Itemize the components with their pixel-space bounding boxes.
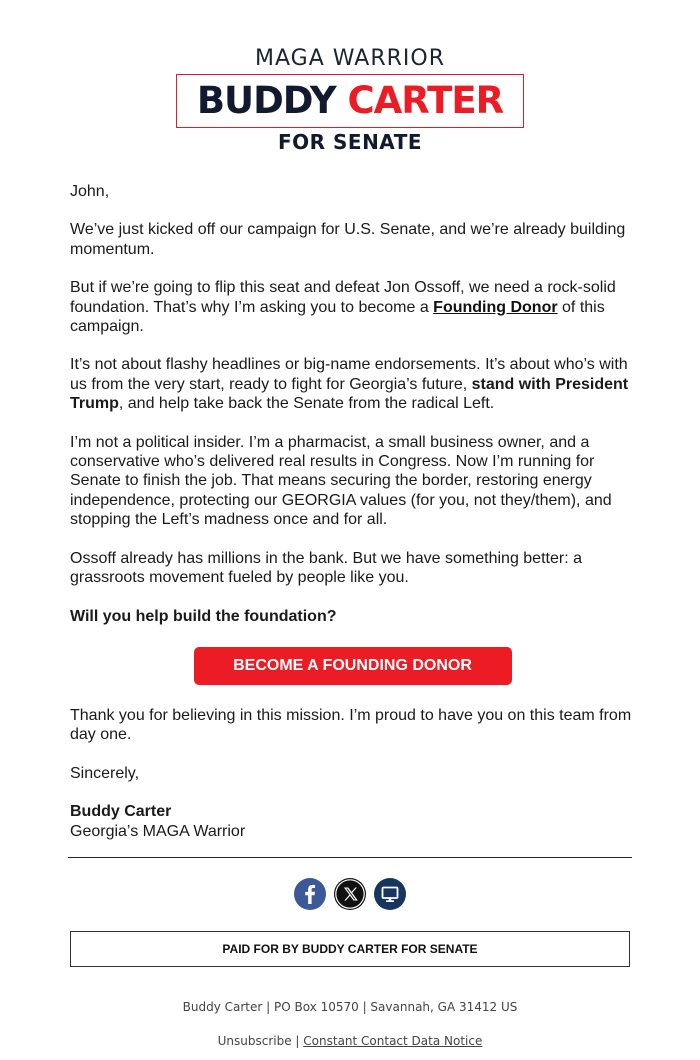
question: Will you help build the foundation? xyxy=(70,607,337,625)
x-icon[interactable] xyxy=(334,878,366,910)
signature-name: Buddy Carter xyxy=(70,803,172,821)
closing: Sincerely, xyxy=(70,764,140,782)
signature-title: Georgia’s MAGA Warrior xyxy=(70,822,246,840)
divider xyxy=(68,857,632,858)
paragraph-2-text-a: But if we’re going to flip this seat and defeat Jon Ossoff, we need a rock-solid foundation. That’s why I’m asking you to become a xyxy=(70,279,616,316)
cta-container xyxy=(70,647,635,685)
paragraph-3 xyxy=(70,355,635,413)
email-content xyxy=(70,182,635,841)
website-icon[interactable] xyxy=(374,878,406,910)
paragraph-3-bold: stand with President Trump xyxy=(70,375,629,413)
footer-address: Buddy Carter | PO Box 10570 | Savannah, GA 31412 US xyxy=(182,1000,518,1014)
footer-separator: | xyxy=(291,1034,304,1048)
logo-tagline: MAGA WARRIOR xyxy=(255,46,445,71)
facebook-icon[interactable] xyxy=(294,878,326,910)
paragraph-4: I’m not a political insider. I’m a pharmacist, a small business owner, and a conservative who’s delivered real results in Congress. Now I’m running for Senate to finish the job. That means securing the border, restoring energy independence, protecting our GEORGIA values (for you, not they/them), and stopping the Left’s madness once and for all. xyxy=(70,433,612,529)
become-founding-donor-button[interactable]: BECOME A FOUNDING DONOR xyxy=(194,647,512,685)
paragraph-3-text-a: It’s not about flashy headlines or big-name endorsements. It’s about who’s with us from the very start, ready to fight for Georgia’s future, xyxy=(70,356,628,393)
logo-last-name: CARTER xyxy=(347,79,504,122)
data-notice-link[interactable]: Constant Contact Data Notice xyxy=(303,1034,483,1048)
paragraph-5: Ossoff already has millions in the bank. But we have something better: a grassroots movement fueled by people like you. xyxy=(70,549,582,587)
signature xyxy=(70,802,635,841)
unsubscribe-link[interactable]: Unsubscribe xyxy=(217,1034,292,1048)
paid-for-disclaimer: PAID FOR BY BUDDY CARTER FOR SENATE xyxy=(70,931,630,967)
founding-donor-link[interactable]: Founding Donor xyxy=(433,298,558,316)
greeting: John, xyxy=(70,183,110,200)
campaign-logo xyxy=(0,0,700,154)
logo-first-name: BUDDY xyxy=(196,79,336,122)
logo-subtitle: FOR SENATE xyxy=(277,130,423,154)
paragraph-2-text-b: of this campaign. xyxy=(70,298,605,336)
thanks-paragraph: Thank you for believing in this mission. I’m proud to have you on this team from day one. xyxy=(70,706,632,744)
social-links xyxy=(0,878,700,910)
footer-links xyxy=(0,1034,700,1048)
logo-name-box xyxy=(176,74,524,128)
paragraph-1: We’ve just kicked off our campaign for U.S. Senate, and we’re already building momentum. xyxy=(70,221,626,258)
paragraph-2 xyxy=(70,278,635,336)
paragraph-3-text-b: , and help take back the Senate from the radical Left. xyxy=(118,395,495,413)
